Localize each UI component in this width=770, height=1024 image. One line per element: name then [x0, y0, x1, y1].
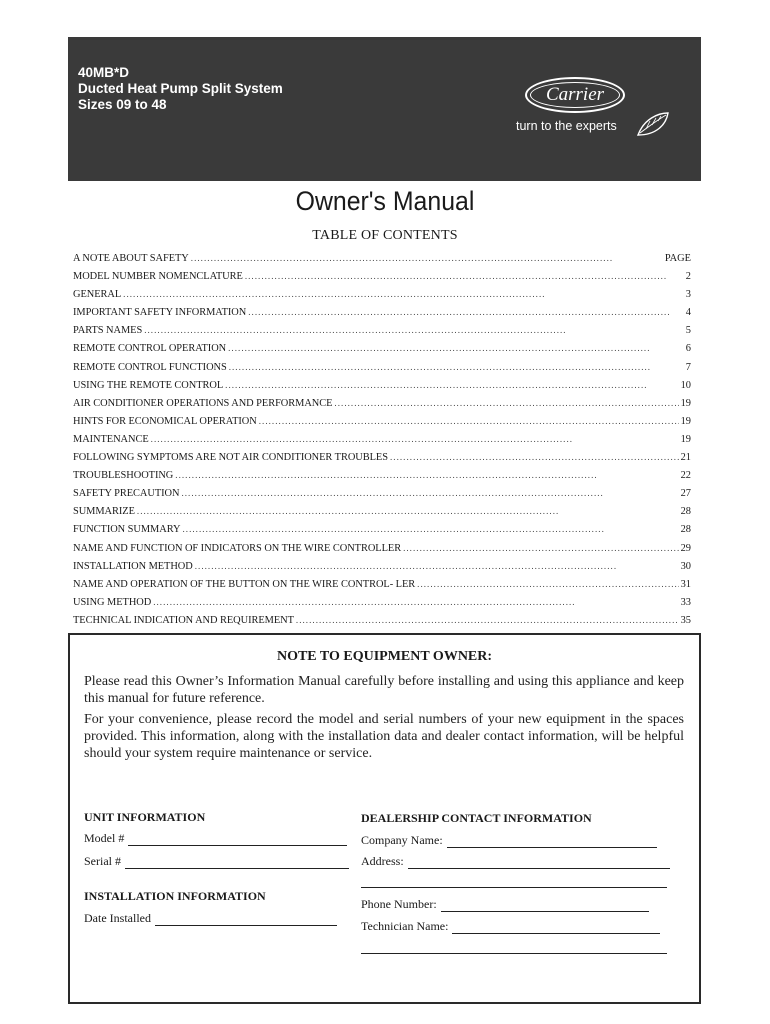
toc-entry-label: TROUBLESHOOTING: [73, 470, 174, 482]
toc-leader-dots: [153, 593, 678, 611]
header-band: [68, 37, 701, 181]
carrier-logo: [508, 77, 678, 141]
brand-tagline: turn to the experts: [516, 119, 617, 133]
toc-entry: [73, 611, 691, 629]
toc-leader-dots: [417, 575, 678, 593]
logo-oval: [525, 77, 625, 113]
toc-entry-page: 29: [680, 542, 691, 554]
toc-entry: [73, 557, 691, 575]
toc-leader-dots: [390, 448, 679, 466]
toc-entry-label: MODEL NUMBER NOMENCLATURE: [73, 271, 243, 283]
toc-entry: [73, 520, 691, 538]
company-input-line[interactable]: [447, 836, 657, 848]
product-name: Ducted Heat Pump Split System: [78, 81, 283, 96]
toc-entry-page: 33: [680, 596, 691, 608]
toc-entry-page: 31: [680, 578, 691, 590]
address-label: Address:: [361, 854, 404, 868]
toc-entry-page: 28: [680, 524, 691, 536]
toc-leader-dots: [137, 502, 679, 520]
toc-entry-page: 35: [680, 614, 691, 626]
page-title: Owner's Manual: [295, 186, 475, 216]
toc-entry-label: HINTS FOR ECONOMICAL OPERATION: [73, 415, 257, 427]
model-label: Model #: [84, 831, 125, 845]
toc-entry: [73, 448, 691, 466]
address-extra-line[interactable]: [361, 887, 667, 888]
toc-leader-dots: [245, 267, 679, 285]
toc-entry: [73, 394, 691, 412]
header-text: [78, 65, 283, 113]
date-installed-label: Date Installed: [84, 911, 151, 925]
note-box: [68, 633, 701, 1004]
toc-entry: [73, 285, 691, 303]
brand-wordmark: Carrier: [545, 84, 605, 105]
serial-input-line[interactable]: [125, 857, 349, 869]
toc-entry-label: NAME AND OPERATION OF THE BUTTON ON THE WIRE CONTROL- LER: [73, 578, 416, 590]
toc-entry-page: 2: [685, 271, 691, 283]
dealer-info-heading: DEALERSHIP CONTACT INFORMATION: [361, 811, 592, 825]
toc-entry-label: A NOTE ABOUT SAFETY: [73, 253, 189, 264]
toc-entry: [73, 358, 691, 376]
date-installed-input-line[interactable]: [155, 914, 337, 926]
toc-leader-dots: [296, 611, 679, 629]
toc-leader-dots: [191, 249, 663, 267]
toc-entry: [73, 412, 691, 430]
toc-leader-dots: [195, 557, 679, 575]
note-paragraph-2: For your convenience, please record the model and serial numbers of your new equipment in the spaces provided. This information, along with the installation data and dealer contact information, will be helpful should your system require maintenance or service.: [84, 712, 684, 761]
toc-entry-label: SAFETY PRECAUTION: [73, 488, 180, 500]
toc-entry-page: 22: [680, 470, 691, 482]
toc-entry-page: 21: [680, 452, 691, 464]
toc-entry-page: 4: [685, 307, 691, 319]
model-field: [84, 831, 347, 846]
technician-extra-line[interactable]: [361, 953, 667, 954]
toc-entry-page: 27: [680, 488, 691, 500]
toc-heading: TABLE OF CONTENTS: [312, 228, 458, 243]
toc-entry-label: NAME AND FUNCTION OF INDICATORS ON THE WIRE CONTROLLER: [73, 542, 402, 554]
model-input-line[interactable]: [128, 834, 347, 846]
toc-entry-label: USING METHOD: [73, 596, 152, 608]
toc-entry: [73, 267, 691, 285]
toc-leader-dots: [144, 321, 679, 339]
toc-entry: [73, 466, 691, 484]
technician-label: Technician Name:: [361, 919, 449, 933]
toc-entry: [73, 593, 691, 611]
toc-leader-dots: [175, 466, 678, 484]
toc-entry-page: PAGE: [664, 253, 691, 264]
toc-leader-dots: [228, 339, 679, 357]
serial-field: [84, 854, 349, 869]
unit-info-heading: UNIT INFORMATION: [84, 810, 206, 824]
toc-leader-dots: [181, 484, 678, 502]
toc-entry: [73, 321, 691, 339]
phone-input-line[interactable]: [441, 900, 649, 912]
toc-leader-dots: [182, 520, 678, 538]
model-code: 40MB*D: [78, 65, 130, 80]
toc-entry-page: 19: [680, 397, 691, 409]
toc-entry: [73, 376, 691, 394]
toc-entry-label: AIR CONDITIONER OPERATIONS AND PERFORMANCE: [73, 397, 333, 409]
toc-entry: [73, 303, 691, 321]
toc-leader-dots: [248, 303, 679, 321]
toc-entry-label: INSTALLATION METHOD: [73, 560, 193, 572]
toc-entry-page: 28: [680, 506, 691, 518]
toc-entry: [73, 502, 691, 520]
toc-leader-dots: [334, 394, 678, 412]
date-installed-field: [84, 911, 337, 926]
toc-leader-dots: [259, 412, 679, 430]
toc-leader-dots: [151, 430, 679, 448]
company-field: [361, 833, 657, 848]
address-input-line[interactable]: [408, 857, 670, 869]
toc-entry-page: 6: [685, 343, 691, 355]
toc-entry-label: FUNCTION SUMMARY: [73, 524, 181, 536]
toc-entry-label: USING THE REMOTE CONTROL: [73, 379, 224, 391]
toc-entry-page: 7: [685, 361, 691, 373]
table-of-contents: [73, 249, 691, 629]
toc-entry: [73, 249, 691, 267]
toc-entry-page: 30: [680, 560, 691, 572]
toc-entry-page: 19: [680, 433, 691, 445]
toc-entry-label: SUMMARIZE: [73, 506, 135, 518]
toc-entry: [73, 339, 691, 357]
toc-leader-dots: [225, 376, 678, 394]
toc-entry: [73, 575, 691, 593]
technician-input-line[interactable]: [452, 922, 660, 934]
toc-entry: [73, 539, 691, 557]
toc-entry-label: GENERAL: [73, 289, 122, 301]
phone-label: Phone Number:: [361, 897, 437, 911]
toc-entry-label: IMPORTANT SAFETY INFORMATION: [73, 307, 247, 319]
toc-entry-page: 10: [680, 379, 691, 391]
toc-entry-label: TECHNICAL INDICATION AND REQUIREMENT: [73, 614, 294, 626]
toc-leader-dots: [229, 358, 679, 376]
toc-entry-label: FOLLOWING SYMPTOMS ARE NOT AIR CONDITIONER TROUBLES: [73, 452, 388, 464]
product-sizes: Sizes 09 to 48: [78, 97, 167, 112]
company-label: Company Name:: [361, 833, 443, 847]
note-title: NOTE TO EQUIPMENT OWNER:: [276, 649, 493, 664]
toc-entry-page: 19: [680, 415, 691, 427]
toc-leader-dots: [403, 539, 679, 557]
installation-info-heading: INSTALLATION INFORMATION: [84, 889, 266, 903]
toc-entry-label: REMOTE CONTROL FUNCTIONS: [73, 361, 227, 373]
phone-field: [361, 897, 649, 912]
toc-entry-page: 5: [685, 325, 691, 337]
toc-entry-label: PARTS NAMES: [73, 325, 143, 337]
toc-entry-page: 3: [685, 289, 691, 301]
toc-entry: [73, 484, 691, 502]
toc-entry-label: MAINTENANCE: [73, 433, 149, 445]
toc-leader-dots: [123, 285, 679, 303]
address-field: [361, 854, 670, 869]
toc-entry-label: REMOTE CONTROL OPERATION: [73, 343, 227, 355]
note-paragraph-1: Please read this Owner’s Information Manual carefully before installing and using this appliance and keep this manual for future reference.: [84, 674, 684, 706]
serial-label: Serial #: [84, 854, 121, 868]
leaf-icon: [636, 111, 670, 137]
toc-entry: [73, 430, 691, 448]
technician-field: [361, 919, 660, 934]
